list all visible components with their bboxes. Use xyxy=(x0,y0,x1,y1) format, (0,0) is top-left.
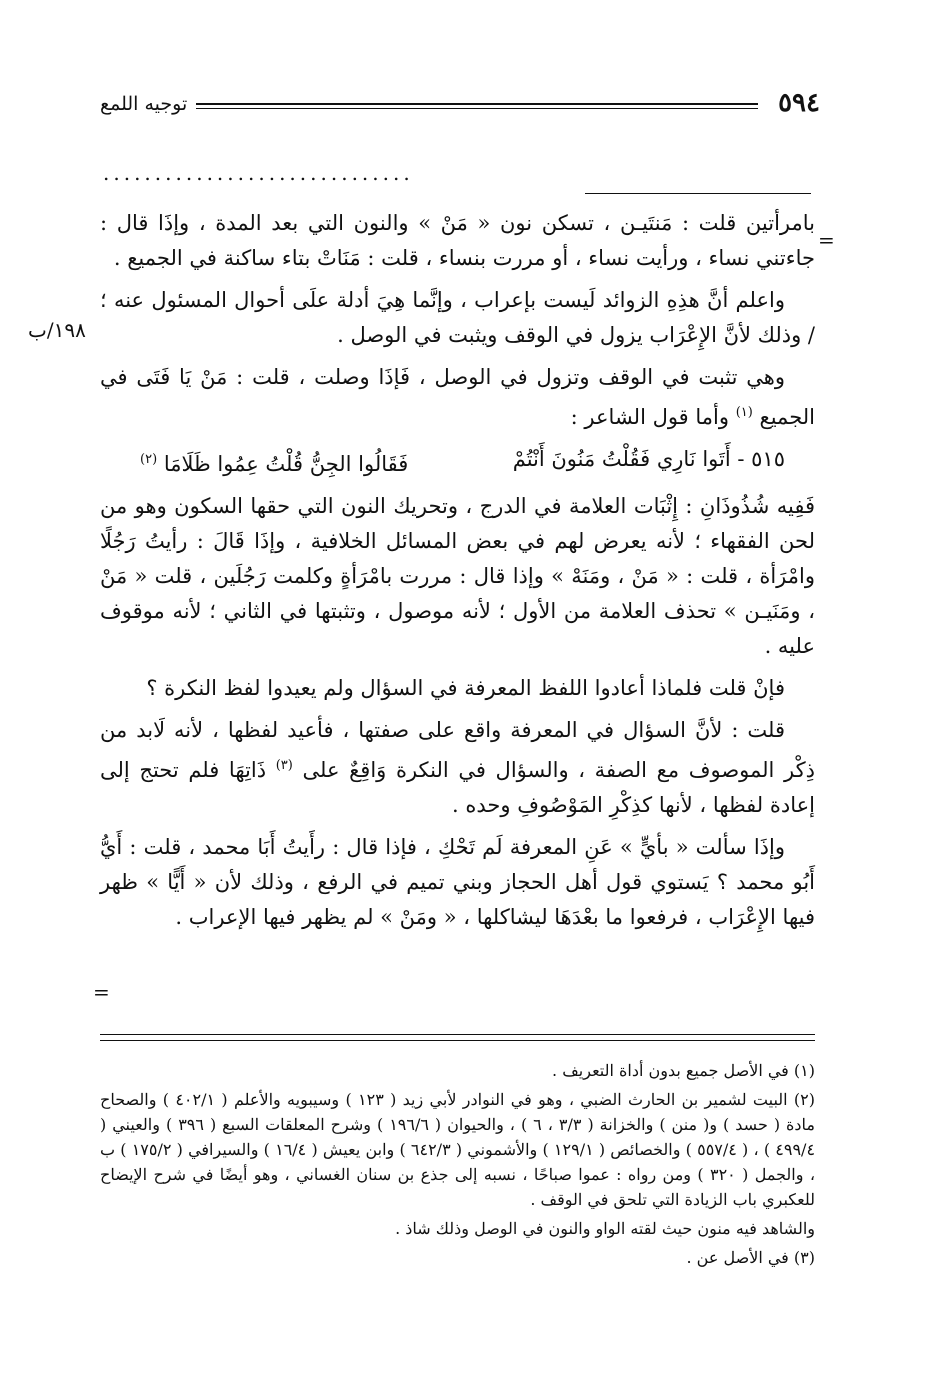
footnote-ref: (٣) xyxy=(275,758,293,773)
main-text xyxy=(100,206,815,942)
footnote: (١) في الأصل جميع بدون أداة التعريف . xyxy=(552,1061,815,1080)
paragraph-text: وأما قول الشاعر : xyxy=(570,405,730,429)
continuation-marker-top: = xyxy=(818,228,835,252)
header-rule-thin xyxy=(196,108,758,109)
footnote: والشاهد فيه منون حيث لقته الواو والنون في الوصل وذلك شاذ . xyxy=(395,1219,815,1238)
footnote-rule xyxy=(100,1034,815,1035)
footnote-ref: (٢) xyxy=(140,452,158,467)
running-title: توجيه اللمع xyxy=(100,93,188,115)
paragraph-text: قلت : لأنَّ السؤال في المعرفة واقع على صفتها ، فأعيد لفظها ، لأنه لَابد من ذِكْر الموصوف مع الصفة ، والسؤال في النكرة وَاقِعٌ على xyxy=(100,718,815,782)
continuation-marker-bottom: = xyxy=(93,980,110,1004)
paragraph: واعلم أنَّ هذِهِ الزوائد لَيست بإعراب ، وإنَّما هِيَ أدلة علَى أحوال المسئول عنه ؛ / وذلك لأنَّ الإِعْرَاب يزول في الوقف ويثبت في الوصل . xyxy=(100,288,815,347)
verse-text: أَتَوا نَارِي فَقُلْتُ مَنُونَ أَنْتُمْ xyxy=(512,447,731,471)
paragraph xyxy=(100,713,815,823)
verse-text: فَقَالُوا الجِنُّ قُلْتُ عِمُوا ظَلَامَا xyxy=(163,452,409,476)
paragraph: وإذَا سألت « بأيٍّ » عَنِ المعرفة لَم تَحْكِ ، فإذا قال : رأَيتُ أَبَا محمد ، قلت : أَيُّ أَبُو محمد ؟ يَستوي قول أهل الحجاز وبني تميم في الرفع ، وذلك لأن « أَيًّا » ظهر فيها الإِعْرَاب ، فرفعوا ما بعْدَهَا ليشاكلها ، « ومَنْ » لم يظهر فيها الإعراب . xyxy=(100,835,815,929)
page-number: ٥٩٤ xyxy=(778,88,820,118)
page-header xyxy=(100,88,820,122)
header-rule xyxy=(196,103,758,105)
paragraph: فَفِيه شُذُوذَانِ : إِثْبَات العلامة في الدرج ، وتحريك النون التي حقها السكون وهو من لحن الفقهاء ؛ لأنه يعرض لهم في بعض المسائل الخلافية ، وإذَا قَالَ : رأيتُ رَجُلًا وامْرَأة ، قلت : « مَنْ ، ومَنَهْ » وإذا قال : مررت بامْرَأةٍ وكلمت رَجُلَين ، قلت « مَنْ ، ومَنَيـن » تحذف العلامة من الأول ؛ لأنه موصول ، وتثبتها في الثاني ؛ لأنه موقوف عليه . xyxy=(100,494,815,658)
manuscript-folio-marker: ١٩٨/ب xyxy=(28,318,86,342)
verse-first-hemistich xyxy=(513,442,785,482)
footnote: (٢) البيت لشمير بن الحارث الضبي ، وهو في النوادر لأبي زيد ( ١٢٣ ) وسيبويه والأعلم ( ٤٠٢/١ ) والصحاح مادة ( حسد ) و( منن ) والخزانة ( ٣/٣ ، ٦ ) ، والحيوان ( ١٩٦/٦ ) وشرح المعلقات السبع ( ٣٩٦ ) والعيني ( ٤٩٩/٤ ) ، ( ٥٥٧/٤ ) والخصائص ( ١٢٩/١ ) والأشموني ( ٦٤٢/٣ ) وابن يعيش ( ١٦/٤ ) والسيرافي ( ١٧٥/٢ ) ب ، والجمل ( ٣٢٠ ) ومن رواه : عموا صباحًا ، نسبه إلى جذع بن سنان الغساني ، وهو أيضًا في شرح الإيضاح للعكبري باب الزيادة التي تلحق في الوقف . xyxy=(100,1090,816,1209)
verse-second-hemistich xyxy=(140,442,408,482)
footnote-ref: (١) xyxy=(735,405,753,420)
poem-verse xyxy=(100,442,815,482)
paragraph xyxy=(100,360,815,435)
section-rule xyxy=(585,193,811,194)
paragraph-text: ذَاتِهَا فلم تحتج إلى إعادة لفظها ، لأنها كذِكْرِ المَوْصُوفِ وحده . xyxy=(100,758,815,817)
paragraph-text: وهي تثبت في الوقف وتزول في الوصل ، فَإذَا وصلت ، قلت : مَنْ يَا فَتَى في الجميع xyxy=(100,365,815,429)
footnotes xyxy=(100,1058,815,1274)
dotted-separator: .............................. xyxy=(103,161,414,185)
footnote: (٣) في الأصل عن . xyxy=(686,1248,815,1267)
footnote-rule-thin xyxy=(100,1040,815,1041)
paragraph: فإنْ قلت فلماذا أعادوا اللفظ المعرفة في السؤال ولم يعيدوا لفظ النكرة ؟ xyxy=(146,676,785,700)
verse-number: ٥١٥ - xyxy=(737,447,785,471)
paragraph: بامرأتين قلت : مَنتَيـن ، تسكن نون « مَنْ » والنون التي بعد المدة ، وإذَا قال : جاءتني نساء ، ورأيت نساء ، أو مررت بنساء ، قلت : مَنَاتْ بتاء ساكنة في الجميع . xyxy=(100,211,815,270)
